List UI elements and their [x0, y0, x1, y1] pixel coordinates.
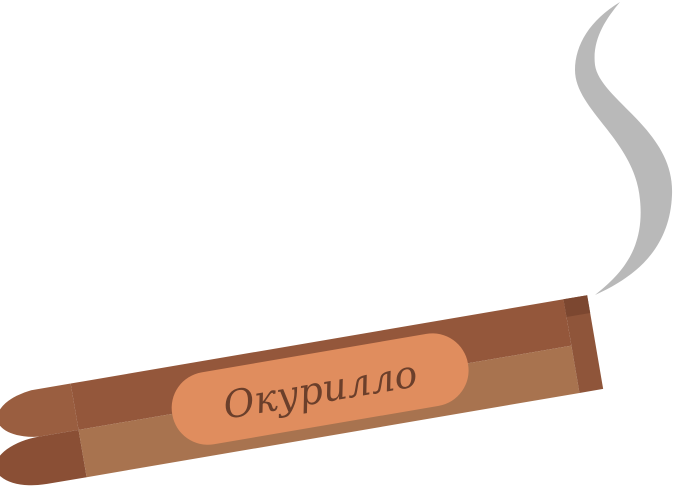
cigar: [0, 295, 603, 486]
band-label: Окурилло: [219, 351, 421, 428]
smoke-wisp: [575, 2, 672, 295]
